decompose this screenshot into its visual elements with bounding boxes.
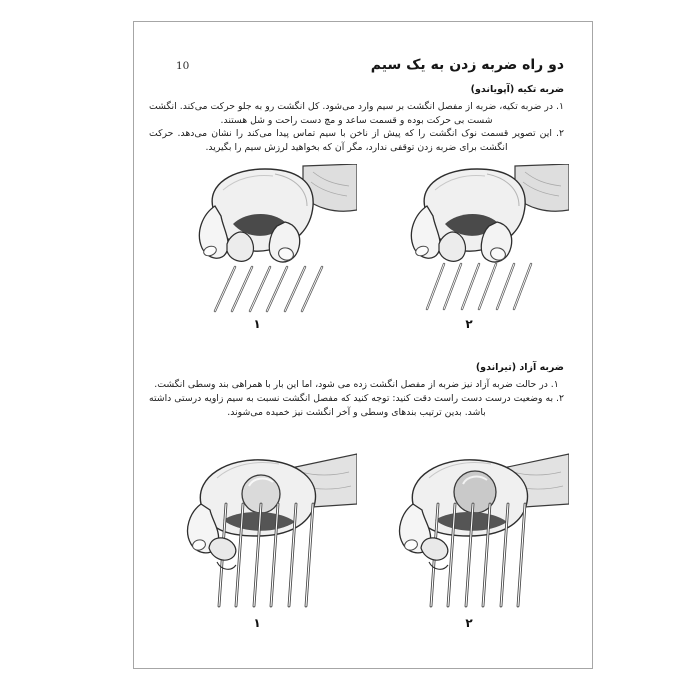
figures-row-apoyando — [134, 164, 592, 331]
page-number: 10 — [176, 60, 190, 72]
section-apoyando — [149, 83, 564, 154]
section-tirando — [149, 361, 564, 419]
figure-caption: ۱ — [253, 317, 261, 332]
hand-free-stroke-illustration — [157, 448, 357, 613]
figures-row-tirando — [134, 448, 592, 630]
figure-caption: ۲ — [465, 616, 473, 631]
section-heading-tirando: ضربه آزاد (تیراندو) — [475, 362, 564, 374]
paragraph: ۲. به وضعیت درست دست راست دقت کنید: توجه کنید که مفصل انگشت نسبت به سیم زاویه درستی داشته باشد. بدین ترتیب بندهای وسطی و آخر انگشت نیز خمیده می‌شوند. — [149, 392, 564, 418]
figure-apoyando-2 — [369, 164, 569, 331]
figure-tirando-2 — [369, 448, 569, 630]
hand-rest-stroke-illustration — [157, 164, 357, 314]
document-page — [133, 21, 593, 669]
page-title: دو راه ضربه زدن به یک سیم — [370, 57, 564, 73]
hand-free-stroke-illustration — [369, 448, 569, 613]
paragraph: ۲. این تصویر قسمت نوک انگشت را که پیش از ناخن با سیم تماس پیدا می‌کند را نشان می‌دهد. حرکت انگشت برای ضربه زدن توقفی ندارد، مگر آن که بخواهید لرزش سیم را بگیرید. — [149, 128, 564, 153]
strings — [215, 267, 322, 311]
page-header — [176, 56, 564, 74]
hand-rest-stroke-illustration — [369, 164, 569, 314]
strings — [427, 264, 531, 309]
section-heading-apoyando: ضربه تکیه (آپویاندو) — [470, 84, 564, 95]
figure-tirando-1 — [157, 448, 357, 630]
paragraph: ۱. در حالت ضربه آزاد نیز ضربه از مفصل انگشت زده می شود، اما این بار با همراهی بند وسطی انگشت. — [154, 379, 559, 391]
figure-apoyando-1 — [157, 164, 357, 331]
paragraph: ۱. در ضربه تکیه، ضربه از مفصل انگشت بر سیم وارد می‌شود. کل انگشت رو به جلو حرکت می‌کند. انگشت شست بی حرکت بوده و قسمت ساعد و مچ دست راحت و شل هستند. — [149, 101, 564, 126]
figure-caption: ۲ — [465, 317, 473, 332]
figure-caption: ۱ — [253, 616, 261, 631]
